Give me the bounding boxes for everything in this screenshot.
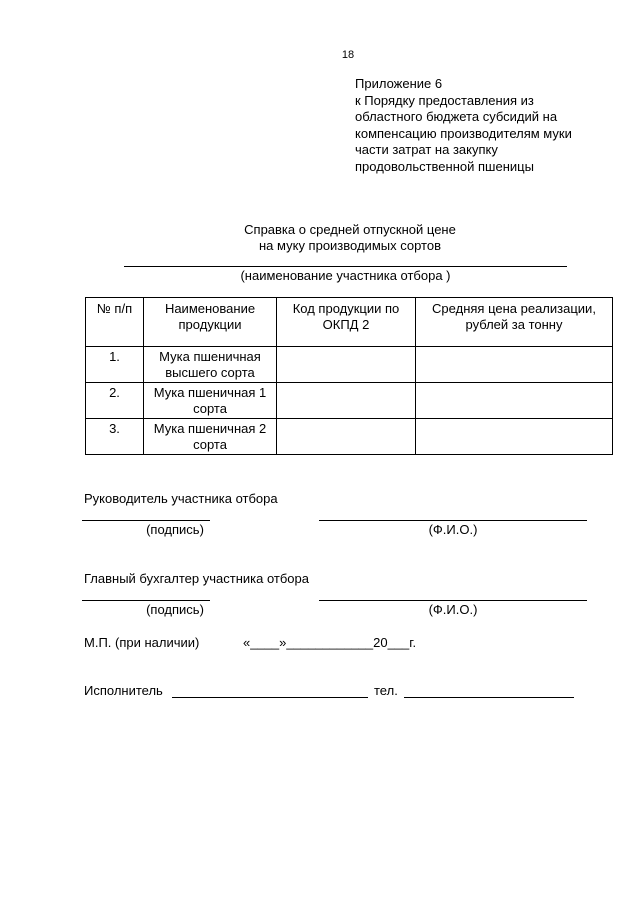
accountant-signature-caption: (подпись) [146, 602, 204, 617]
column-header-price: Средняя цена реализации, рублей за тонну [416, 298, 613, 347]
column-header-code: Код продукции по ОКПД 2 [277, 298, 416, 347]
table-row [86, 419, 613, 455]
price-table [85, 297, 613, 455]
cell-number: 3. [86, 419, 144, 455]
cell-price [416, 383, 613, 419]
cell-code [277, 383, 416, 419]
accountant-signature-label: Главный бухгалтер участника отбора [84, 571, 309, 586]
appendix-line: компенсацию производителям муки [355, 125, 572, 141]
table-row [86, 383, 613, 419]
accountant-signature-line [82, 600, 210, 601]
appendix-line: продовольственной пшеницы [355, 158, 534, 174]
executor-label: Исполнитель [84, 683, 163, 698]
cell-price [416, 419, 613, 455]
column-header-product: Наименование продукции [144, 298, 277, 347]
phone-line [404, 697, 574, 698]
appendix-line: Приложение 6 [355, 76, 443, 91]
cell-price [416, 347, 613, 383]
cell-code [277, 419, 416, 455]
cell-code [277, 347, 416, 383]
title-line-1: Справка о средней отпускной цене [244, 222, 456, 237]
page-number: 18 [341, 49, 355, 61]
cell-number: 2. [86, 383, 144, 419]
cell-product: Мука пшеничная высшего сорта [144, 347, 277, 383]
cell-product: Мука пшеничная 1 сорта [144, 383, 277, 419]
appendix-line: части затрат на закупку [355, 142, 498, 157]
participant-name-line [124, 266, 567, 267]
appendix-line: областного бюджета субсидий на [355, 109, 558, 124]
appendix-header [355, 76, 615, 175]
date-field: «____»____________20___г. [243, 635, 417, 650]
cell-number: 1. [86, 347, 144, 383]
executor-name-line [172, 697, 368, 698]
head-signature-line [82, 520, 210, 521]
cell-product: Мука пшеничная 2 сорта [144, 419, 277, 455]
head-signature-label: Руководитель участника отбора [84, 491, 278, 506]
head-signature-caption: (подпись) [146, 522, 204, 537]
table-row [86, 347, 613, 383]
participant-name-caption: (наименование участника отбора ) [240, 268, 451, 283]
title-line-2: на муку производимых сортов [259, 238, 441, 253]
column-header-number: № п/п [86, 298, 144, 347]
stamp-label: М.П. (при наличии) [84, 635, 200, 650]
head-fio-caption: (Ф.И.О.) [428, 522, 478, 537]
phone-label: тел. [374, 683, 398, 698]
table-header-row [86, 298, 613, 347]
head-fio-line [319, 520, 587, 521]
accountant-fio-caption: (Ф.И.О.) [428, 602, 478, 617]
accountant-fio-line [319, 600, 587, 601]
document-title [120, 222, 580, 254]
appendix-line: к Порядку предоставления из [355, 92, 534, 108]
